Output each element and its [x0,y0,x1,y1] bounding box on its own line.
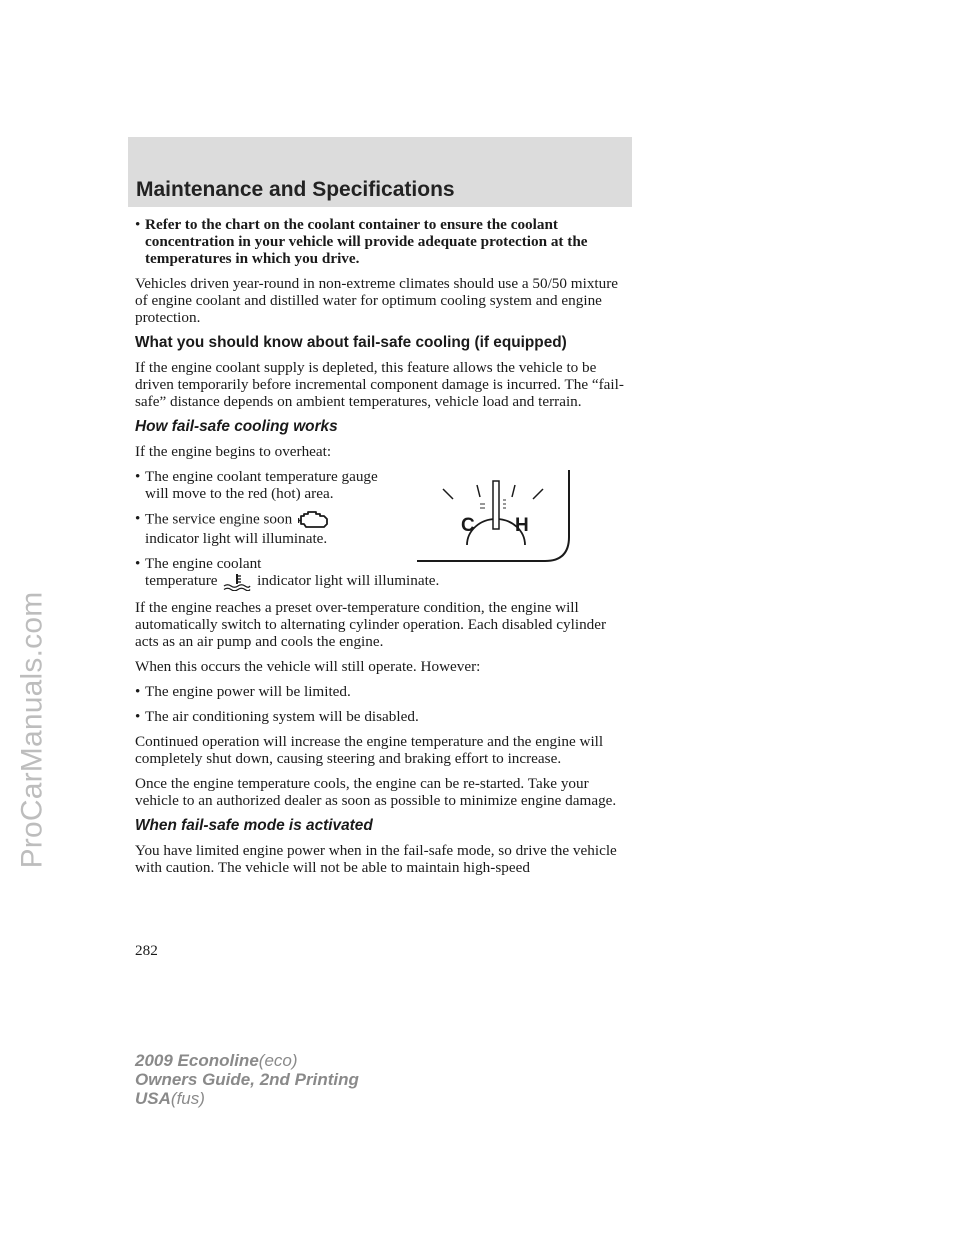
bullet-marker: • [135,216,141,233]
watermark [2,500,62,960]
bullet-marker: • [135,682,141,700]
footer-model: 2009 Econoline [135,1051,259,1070]
heading-when-fail-safe-activated: When fail-safe mode is activated [135,816,373,834]
coolant-temperature-icon [223,573,251,591]
section-title: Maintenance and Specifications [136,178,455,201]
section-header [128,137,632,207]
bullet-marker: • [135,707,141,725]
footer-guide: Owners Guide, 2nd Printing [135,1070,359,1089]
bullet-service-text-a: The service engine soon [145,510,293,528]
temperature-gauge-diagram [415,467,575,569]
paragraph-overheat: If the engine begins to overheat: [135,443,332,460]
gauge-tick-left-inner [477,485,480,497]
bullet-item [135,468,385,502]
paragraph-mixture: Vehicles driven year-round in non-extreme climates should use a 50/50 mixture of engine coolant and distilled water for optimum cooling system and engine protection. [135,275,619,326]
bullet-item [135,708,631,725]
bullet-item [135,683,631,700]
paragraph-preset: If the engine reaches a preset over-temperature condition, the engine will automatically switch to alternating cylinder operation. Each disabled cylinder acts as an air pump and cools the engine. [135,598,607,650]
bullet-service-text-b: indicator light will illuminate. [145,530,328,547]
footer-market-code: (fus) [170,1089,205,1108]
gauge-tick-right [533,489,543,499]
footer-market: USA [135,1089,171,1108]
page-content [135,216,631,884]
gauge-cold-label: C [461,515,475,536]
heading-know-fail-safe: What you should know about fail-safe cooling (if equipped) [135,334,567,351]
paragraph-limited: You have limited engine power when in the fail-safe mode, so drive the vehicle with caution. The vehicle will not be able to maintain high-speed [135,841,617,876]
coolant-chart-note: Refer to the chart on the coolant container to ensure the coolant concentration in your vehicle will provide adequate protection at the temperatures in which you drive. [145,216,588,267]
bullet-marker: • [135,468,141,485]
gauge-tick-right-inner [512,485,515,497]
heading-how-fail-safe-works: How fail-safe cooling works [135,418,338,435]
bullet-coolant-text-c: indicator light will illuminate. [257,572,440,589]
bullet-item [135,510,385,547]
gauge-section [135,468,631,547]
bullet-power-text: The engine power will be limited. [145,682,351,700]
gauge-needle [493,481,499,529]
watermark-text: ProCarManuals.com [15,591,49,869]
bullet-ac-text: The air conditioning system will be disabled. [145,707,419,725]
bullet-coolant-text-a: The engine coolant [145,555,262,572]
check-engine-icon [298,510,330,530]
paragraph-cools: Once the engine temperature cools, the engine can be re-started. Take your vehicle to an authorized dealer as soon as possible to minimize engine damage. [135,774,617,809]
page-number: 282 [135,942,158,959]
bullet-item [135,216,631,267]
gauge-tick-left [443,489,453,499]
bullet-gauge-text: The engine coolant temperature gauge will move to the red (hot) area. [145,468,378,502]
paragraph-depleted: If the engine coolant supply is depleted, this feature allows the vehicle to be driven temporarily before incremental component damage is incurred. The “fail-safe” distance depends on ambient temperatures, vehicle load and terrain. [135,359,624,410]
bullet-marker: • [135,555,141,572]
gauge-hot-label: H [515,515,529,536]
bullet-marker: • [135,510,141,527]
paragraph-continued: Continued operation will increase the engine temperature and the engine will completely shut down, causing steering and braking effort to increase. [135,732,604,767]
paragraph-operate: When this occurs the vehicle will still operate. However: [135,657,481,675]
footer [135,1051,359,1108]
bullet-coolant-text-b: temperature [145,572,218,589]
footer-model-code: (eco) [258,1051,298,1070]
